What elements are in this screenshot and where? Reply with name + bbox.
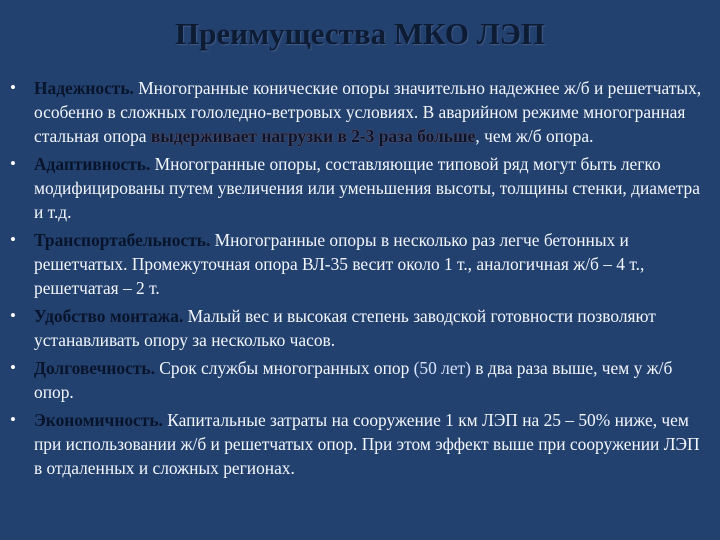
item-term: Транспортабельность. [34,230,211,250]
item-text: Многогранные опоры в несколько раз легче бетонных и решетчатых. Промежуточная опора ВЛ-35 весит около 1 т., аналогичная ж/б – 4 т., решетчатая – 2 т. [34,230,645,298]
bullet-marker: • [10,78,16,97]
item-term: Надежность. [34,78,134,98]
item-text: Малый вес и высокая степень заводской готовности позволяют устанавливать опору за несколько часов. [34,306,656,350]
list-item-installation [0,304,720,352]
item-term: Удобство монтажа. [34,306,184,326]
list-item-adaptivity [0,152,720,224]
item-text: Многогранные опоры, составляющие типовой ряд могут быть легко модифицированы путем увеличения или уменьшения высоты, толщины стенки, диаметра и т.д. [34,154,700,222]
item-term: Долговечность. [34,358,155,378]
item-text-after: , чем ж/б опора. [475,126,594,146]
item-text-after: в два раза выше, чем у ж/б опор. [34,358,673,402]
advantages-list [0,76,720,480]
list-item-transportability [0,228,720,300]
list-item-reliability [0,76,720,148]
item-highlight: выдерживает нагрузки в 2-3 раза больше [150,126,476,146]
bullet-marker: • [10,306,16,325]
bullet-marker: • [10,230,16,249]
bullet-marker: • [10,154,16,173]
bullet-marker: • [10,410,16,429]
item-text: Капитальные затраты на сооружение 1 км ЛЭП на 25 – 50% ниже, чем при использовании ж/б и решетчатых опор. При этом эффект выше при сооружении ЛЭП в отдаленных и сложных регионах. [34,410,700,478]
item-text: Многогранные конические опоры значительно надежнее ж/б и решетчатых, особенно в сложных гололедно-ветровых условиях. В аварийном режиме многогранная стальная опора [34,78,702,146]
slide-title: Преимущества МКО ЛЭП [175,16,545,51]
item-text: Срок службы многогранных опор [154,358,414,378]
list-item-economy [0,408,720,480]
item-term: Адаптивность. [34,154,151,174]
list-item-durability [0,356,720,404]
item-accent: (50 лет) [413,358,471,378]
item-term: Экономичность. [34,410,163,430]
bullet-marker: • [10,358,16,377]
